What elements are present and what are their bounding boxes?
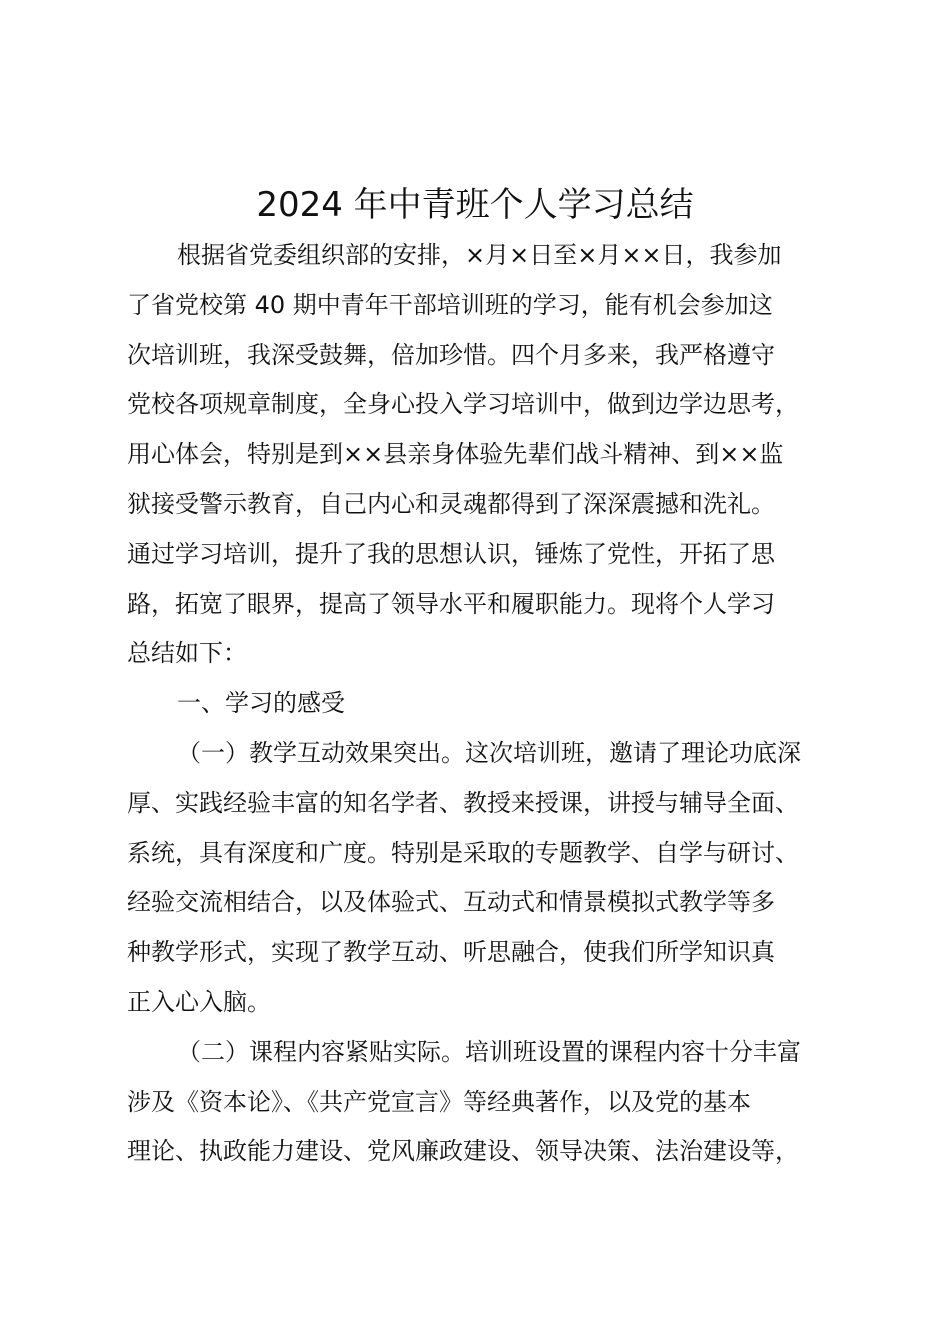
paragraph-line: 总结如下： bbox=[127, 639, 247, 668]
paragraph-line: 狱接受警示教育，自己内心和灵魂都得到了深深震撼和洗礼。 bbox=[127, 489, 775, 518]
paragraph-line: 经验交流相结合，以及体验式、互动式和情景模拟式教学等多 bbox=[127, 888, 775, 917]
paragraph-line: 厚、实践经验丰富的知名学者、教授来授课，讲授与辅导全面、 bbox=[127, 788, 799, 817]
paragraph-line: 系统，具有深度和广度。特别是采取的专题教学、自学与研讨、 bbox=[127, 838, 799, 867]
section-heading: 一、学习的感受 bbox=[177, 689, 345, 718]
paragraph-line: 党校各项规章制度，全身心投入学习培训中，做到边学边思考， bbox=[127, 390, 799, 419]
document-title: 2024 年中青班个人学习总结 bbox=[256, 185, 694, 225]
paragraph-line: 了省党校第 40 期中青年干部培训班的学习，能有机会参加这 bbox=[127, 290, 773, 319]
paragraph-line: 用心体会，特别是到××县亲身体验先辈们战斗精神、到××监 bbox=[127, 440, 784, 469]
paragraph-line: 种教学形式，实现了教学互动、听思融合，使我们所学知识真 bbox=[127, 938, 775, 967]
paragraph-line: 次培训班，我深受鼓舞，倍加珍惜。四个月多来，我严格遵守 bbox=[127, 340, 775, 369]
paragraph-line: （二）课程内容紧贴实际。培训班设置的课程内容十分丰富 bbox=[177, 1037, 801, 1066]
paragraph-line: 涉及《资本论》、《共产党宣言》等经典著作，以及党的基本 bbox=[127, 1087, 751, 1116]
paragraph-line: 根据省党委组织部的安排，×月×日至×月××日，我参加 bbox=[177, 241, 782, 269]
document-body bbox=[127, 231, 867, 1177]
paragraph-line: 路，拓宽了眼界，提高了领导水平和履职能力。现将个人学习 bbox=[127, 589, 775, 618]
paragraph-line: 正入心入脑。 bbox=[127, 987, 271, 1016]
paragraph-line: 理论、执政能力建设、党风廉政建设、领导决策、法治建设等， bbox=[127, 1137, 799, 1166]
paragraph-line: （一）教学互动效果突出。这次培训班，邀请了理论功底深 bbox=[177, 738, 801, 767]
paragraph-line: 通过学习培训，提升了我的思想认识，锤炼了党性，开拓了思 bbox=[127, 539, 775, 568]
